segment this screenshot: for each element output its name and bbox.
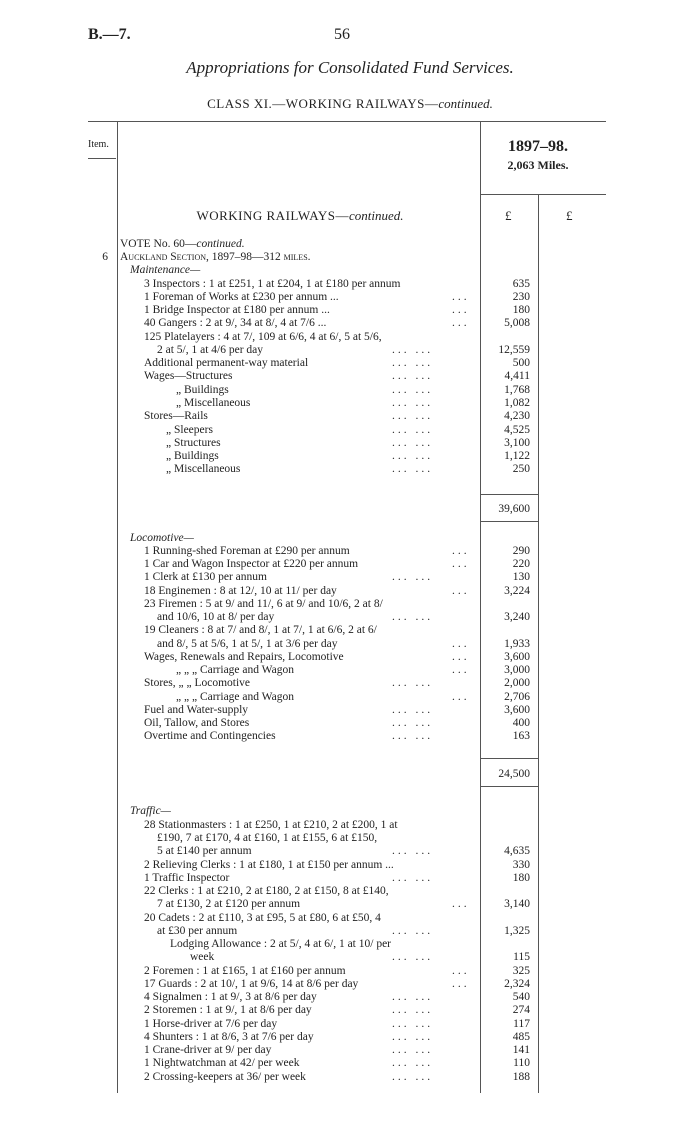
leader-dots: ... ... [392, 611, 434, 623]
line-amount: 4,230 [504, 410, 530, 422]
leader-dots: ... ... [392, 370, 434, 382]
line-label: 2 at 5/, 1 at 4/6 per day [157, 344, 264, 356]
line-amount: 115 [513, 951, 530, 963]
line-amount: 1,933 [504, 638, 530, 650]
line-amount: 1,768 [504, 384, 530, 396]
line-amount: 540 [512, 991, 530, 1003]
leader-dots: ... ... [392, 384, 434, 396]
line-amount: 163 [512, 730, 530, 742]
leader-dots: ... [452, 978, 470, 990]
line-label: 1 Foreman of Works at £230 per annum ... [144, 291, 339, 303]
leader-dots: ... [452, 664, 470, 676]
line-label: „ „ „ Carriage and Wagon [176, 691, 294, 703]
line-amount: 230 [512, 291, 530, 303]
line-label: 4 Shunters : 1 at 8/6, 3 at 7/6 per day [144, 1031, 314, 1043]
line-amount: 1,082 [504, 397, 530, 409]
line-label: Overtime and Contingencies [144, 730, 276, 742]
line-amount: 130 [512, 571, 530, 583]
subtotal-rule-maintenance-bottom [480, 521, 538, 522]
leader-dots: ... [452, 585, 470, 597]
line-label: 1 Nightwatchman at 42/ per week [144, 1057, 300, 1069]
leader-dots: ... ... [392, 730, 434, 742]
line-label: Locomotive— [130, 532, 194, 544]
line-label: 125 Platelayers : 4 at 7/, 109 at 6/6, 4 at 6/, 5 at 5/6, [144, 331, 382, 343]
line-label: 20 Cadets : 2 at £110, 3 at £95, 5 at £80, 6 at £50, 4 [144, 912, 381, 924]
line-label: VOTE No. 60—continued. [120, 238, 245, 250]
leader-dots: ... ... [392, 571, 434, 583]
line-label: Lodging Allowance : 2 at 5/, 4 at 6/, 1 at 10/ per [170, 938, 392, 950]
line-amount: 3,600 [504, 704, 530, 716]
line-label: Stores, „ „ Locomotive [144, 677, 251, 689]
leader-dots: ... [452, 558, 470, 570]
subtotal-amount: 39,600 [498, 503, 530, 515]
leader-dots: ... [452, 291, 470, 303]
line-label: Maintenance— [130, 264, 201, 276]
line-amount: 2,000 [504, 677, 530, 689]
line-label: 2 Crossing-keepers at 36/ per week [144, 1071, 306, 1083]
line-label: „ Buildings [176, 384, 229, 396]
line-amount: 3,224 [504, 585, 530, 597]
line-label: Fuel and Water-supply [144, 704, 249, 716]
year-header-rule [480, 194, 606, 195]
line-label: 3 Inspectors : 1 at £251, 1 at £204, 1 at £180 per annum [144, 278, 401, 290]
line-label: 40 Gangers : 2 at 9/, 34 at 8/, 4 at 7/6 ... [144, 317, 327, 329]
line-amount: 250 [512, 463, 530, 475]
leader-dots: ... ... [392, 1057, 434, 1069]
line-label: 1 Traffic Inspector [144, 872, 230, 884]
item-number: 6 [102, 251, 108, 263]
line-label: and 10/6, 10 at 8/ per day [157, 611, 275, 623]
line-amount: 188 [512, 1071, 530, 1083]
line-amount: 180 [512, 304, 530, 316]
line-label: 19 Cleaners : 8 at 7/ and 8/, 1 at 7/, 1 at 6/6, 2 at 6/ [144, 624, 377, 636]
leader-dots: ... ... [392, 991, 434, 1003]
line-amount: 290 [512, 545, 530, 557]
leader-dots: ... [452, 965, 470, 977]
subtotal-amount: 24,500 [498, 768, 530, 780]
line-amount: 4,635 [504, 845, 530, 857]
leader-dots: ... ... [392, 463, 434, 475]
leader-dots: ... ... [392, 1031, 434, 1043]
line-label: „ Sleepers [166, 424, 213, 436]
leader-dots: ... ... [392, 1071, 434, 1083]
line-amount: 325 [512, 965, 530, 977]
line-amount: 3,600 [504, 651, 530, 663]
line-label: „ Miscellaneous [176, 397, 251, 409]
line-label: 2 Relieving Clerks : 1 at £180, 1 at £150 per annum ... [144, 859, 394, 871]
line-label: 22 Clerks : 1 at £210, 2 at £180, 2 at £150, 8 at £140, [144, 885, 389, 897]
miles-header: 2,063 Miles. [507, 158, 569, 172]
line-amount: 220 [512, 558, 530, 570]
line-amount: 4,525 [504, 424, 530, 436]
line-label: Wages—Structures [144, 370, 233, 382]
amount-column-rule [480, 121, 481, 1093]
line-label: Auckland Section, 1897–98—312 miles. [120, 251, 311, 263]
subtotal-rule-locomotive-bottom [480, 786, 538, 787]
line-label: 17 Guards : 2 at 10/, 1 at 9/6, 14 at 8/6 per day [144, 978, 359, 990]
section-heading [118, 208, 482, 224]
leader-dots: ... ... [392, 450, 434, 462]
line-amount: 1,325 [504, 925, 530, 937]
class-heading [0, 96, 700, 112]
line-label: Traffic— [130, 805, 171, 817]
leader-dots: ... ... [392, 344, 434, 356]
line-label: 1 Clerk at £130 per annum [144, 571, 267, 583]
line-amount: 4,411 [504, 370, 530, 382]
line-amount: 400 [512, 717, 530, 729]
line-amount: 3,140 [504, 898, 530, 910]
line-label: 28 Stationmasters : 1 at £250, 1 at £210, 2 at £200, 1 at [144, 819, 398, 831]
leader-dots: ... [452, 304, 470, 316]
line-amount: 1,122 [504, 450, 530, 462]
line-amount: 117 [513, 1018, 530, 1030]
line-amount: 330 [512, 859, 530, 871]
line-label: 4 Signalmen : 1 at 9/, 3 at 8/6 per day [144, 991, 317, 1003]
leader-dots: ... [452, 317, 470, 329]
class-heading-text: CLASS XI.—WORKING RAILWAYS— [207, 96, 439, 111]
line-amount: 180 [512, 872, 530, 884]
leader-dots: ... ... [392, 437, 434, 449]
line-label: 1 Crane-driver at 9/ per day [144, 1044, 272, 1056]
leader-dots: ... ... [392, 410, 434, 422]
leader-dots: ... ... [392, 357, 434, 369]
second-amount-column-rule [538, 194, 539, 1093]
leader-dots: ... ... [392, 872, 434, 884]
leader-dots: ... [452, 651, 470, 663]
line-amount: 12,559 [498, 344, 530, 356]
leader-dots: ... [452, 638, 470, 650]
page-number: 56 [334, 26, 350, 43]
line-amount: 5,008 [504, 317, 530, 329]
line-label: Oil, Tallow, and Stores [144, 717, 250, 729]
leader-dots: ... ... [392, 397, 434, 409]
leader-dots: ... [452, 691, 470, 703]
line-amount: 635 [512, 278, 530, 290]
line-label: week [190, 951, 215, 963]
line-amount: 485 [512, 1031, 530, 1043]
line-label: 1 Horse-driver at 7/6 per day [144, 1018, 278, 1030]
pound-sign-col2: £ [566, 208, 573, 223]
line-amount: 274 [512, 1004, 530, 1016]
line-label: „ Miscellaneous [166, 463, 241, 475]
leader-dots: ... ... [392, 1018, 434, 1030]
line-label: Wages, Renewals and Repairs, Locomotive [144, 651, 344, 663]
leader-dots: ... ... [392, 1044, 434, 1056]
line-amount: 500 [512, 357, 530, 369]
line-label: £190, 7 at £170, 4 at £160, 1 at £155, 6 at £150, [157, 832, 378, 844]
line-label: 18 Enginemen : 8 at 12/, 10 at 11/ per day [144, 585, 337, 597]
item-header-rule [88, 158, 116, 159]
class-heading-cont: continued. [438, 96, 493, 111]
leader-dots: ... ... [392, 845, 434, 857]
line-label: 2 Storemen : 1 at 9/, 1 at 8/6 per day [144, 1004, 312, 1016]
line-label: 1 Running-shed Foreman at £290 per annum [144, 545, 350, 557]
line-label: 23 Firemen : 5 at 9/ and 11/, 6 at 9/ and 10/6, 2 at 8/ [144, 598, 383, 610]
line-amount: 2,706 [504, 691, 530, 703]
line-label: 5 at £140 per annum [157, 845, 252, 857]
table-top-rule [88, 121, 606, 122]
leader-dots: ... ... [392, 704, 434, 716]
subtotal-rule-locomotive [480, 758, 538, 759]
line-label: „ Buildings [166, 450, 219, 462]
item-column-header: Item. [88, 139, 109, 150]
line-label: 7 at £130, 2 at £120 per annum [157, 898, 301, 910]
line-label: 1 Car and Wagon Inspector at £220 per annum [144, 558, 359, 570]
document-reference: B.—7. [88, 26, 131, 43]
section-heading-text: WORKING RAILWAYS— [196, 208, 350, 223]
line-amount: 3,240 [504, 611, 530, 623]
leader-dots: ... ... [392, 717, 434, 729]
section-heading-cont: continued. [349, 208, 404, 223]
line-amount: 141 [512, 1044, 530, 1056]
item-column-rule [117, 121, 118, 1093]
leader-dots: ... ... [392, 925, 434, 937]
line-label: 2 Foremen : 1 at £165, 1 at £160 per annum [144, 965, 346, 977]
leader-dots: ... ... [392, 1004, 434, 1016]
line-amount: 2,324 [504, 978, 530, 990]
pound-sign-col1: £ [505, 208, 512, 223]
leader-dots: ... ... [392, 424, 434, 436]
subtotal-rule-maintenance [480, 494, 538, 495]
line-label: „ „ „ Carriage and Wagon [176, 664, 294, 676]
leader-dots: ... [452, 545, 470, 557]
line-label: Stores—Rails [144, 410, 208, 422]
leader-dots: ... ... [392, 677, 434, 689]
line-label: Additional permanent-way material [144, 357, 309, 369]
page-title: Appropriations for Consolidated Fund Services. [186, 58, 514, 77]
year-column-header: 1897–98. [508, 138, 568, 155]
line-label: and 8/, 5 at 5/6, 1 at 5/, 1 at 3/6 per day [157, 638, 338, 650]
leader-dots: ... ... [392, 951, 434, 963]
line-label: „ Structures [166, 437, 221, 449]
line-label: 1 Bridge Inspector at £180 per annum ... [144, 304, 330, 316]
line-amount: 3,000 [504, 664, 530, 676]
line-label: at £30 per annum [157, 925, 238, 937]
line-amount: 3,100 [504, 437, 530, 449]
leader-dots: ... [452, 898, 470, 910]
line-amount: 110 [513, 1057, 530, 1069]
